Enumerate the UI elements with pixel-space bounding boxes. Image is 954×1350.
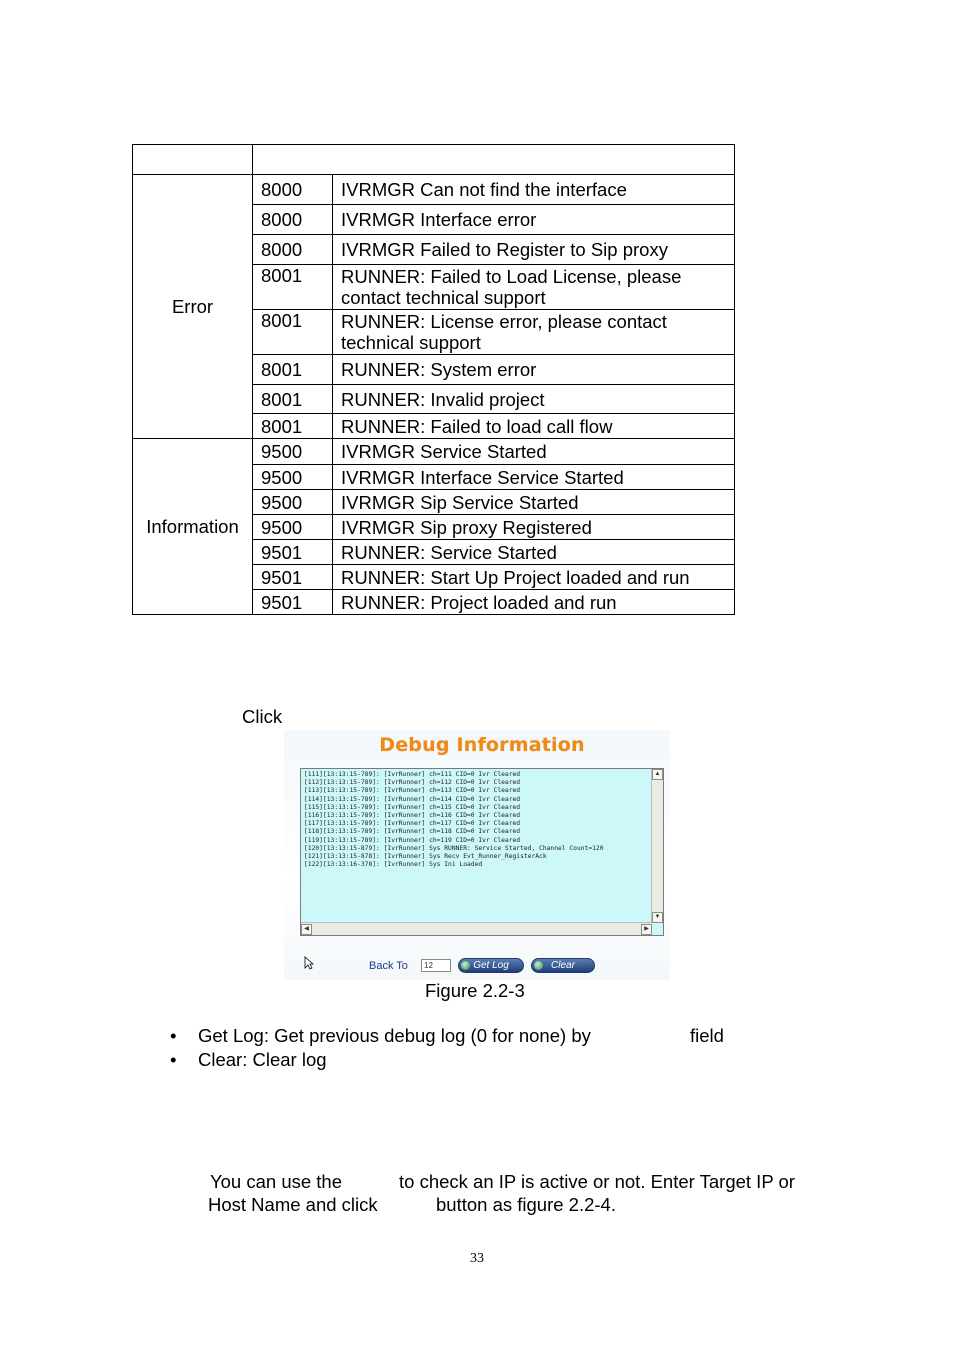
code-cell: 9501 xyxy=(253,590,333,615)
code-cell: 8001 xyxy=(253,265,333,310)
category-cell: Error xyxy=(133,175,253,439)
message-cell: IVRMGR Can not find the interface xyxy=(333,175,735,205)
message-cell: IVRMGR Interface Service Started xyxy=(333,465,735,490)
bullet-text: Get Log: Get previous debug log (0 for none) by xyxy=(198,1025,591,1046)
paragraph-text: Host Name and click xyxy=(208,1194,378,1215)
bullet-icon: • xyxy=(170,1049,177,1070)
table-header-row xyxy=(133,145,735,175)
bullet-text: Clear: Clear log xyxy=(198,1049,327,1070)
vertical-scrollbar[interactable] xyxy=(651,769,663,923)
message-cell: RUNNER: Start Up Project loaded and run xyxy=(333,565,735,590)
message-cell: IVRMGR Failed to Register to Sip proxy xyxy=(333,235,735,265)
horizontal-scrollbar[interactable] xyxy=(301,922,652,935)
message-cell: RUNNER: Invalid project xyxy=(333,385,735,414)
bullet-list xyxy=(170,1024,591,1072)
code-cell: 8001 xyxy=(253,310,333,355)
code-cell: 8000 xyxy=(253,205,333,235)
list-item xyxy=(170,1024,591,1048)
header-cell xyxy=(133,145,253,175)
code-cell: 9501 xyxy=(253,565,333,590)
table-row xyxy=(133,175,735,205)
get-log-button[interactable] xyxy=(458,958,524,973)
message-cell: IVRMGR Interface error xyxy=(333,205,735,235)
debug-log-text: [111][13:13:15-789]: [IvrRunner] ch=111 CID=0 Ivr Cleared [112][13:13:15-789]: [IvrRunner] ch=112 CID=0 Ivr Cleared [113][13:13:15-789]: [IvrRunner] ch=113 CID=0 Ivr Cleared [114][13:13:15-789]: [IvrRunner] ch=114 CID=0 Ivr Cleared [115][13:13:15-789]: [IvrRunner] ch=115 CID=0 Ivr Cleared [116][13:13:15-789]: [IvrRunner] ch=116 CID=0 Ivr Cleared [117][13:13:15-789]: [IvrRunner] ch=117 CID=0 Ivr Cleared [118][13:13:15-789]: [IvrRunner] ch=118 CID=0 Ivr Cleared [119][13:13:15-789]: [IvrRunner] ch=119 CID=0 Ivr Cleared [120][13:13:15-879]: [IvrRunner] Sys RUNNER: Service Started, Channel Count=120 [121][13:13:15-878]: [IvrRunner] Sys Recv Evt_Runner_RegisterAck [122][13:13:16-378]: [IvrRunner] Sys Ini Loaded xyxy=(304,771,604,869)
back-to-input[interactable]: 12 xyxy=(421,959,451,972)
code-cell: 9500 xyxy=(253,490,333,515)
bullet-text-suffix: field xyxy=(690,1025,724,1046)
code-cell: 8001 xyxy=(253,385,333,414)
page-number: 33 xyxy=(470,1251,484,1266)
category-cell: Information xyxy=(133,439,253,615)
button-bullet-icon xyxy=(461,961,470,970)
get-log-label: Get Log xyxy=(473,960,509,971)
scroll-left-icon[interactable]: ◀ xyxy=(301,924,312,935)
debug-title: Debug Information xyxy=(379,734,585,756)
code-cell: 9500 xyxy=(253,465,333,490)
message-cell: IVRMGR Sip Service Started xyxy=(333,490,735,515)
scroll-down-icon[interactable]: ▼ xyxy=(652,912,663,923)
paragraph-text: You can use the xyxy=(210,1171,343,1192)
message-cell: IVRMGR Sip proxy Registered xyxy=(333,515,735,540)
error-code-table xyxy=(132,144,735,615)
bullet-icon: • xyxy=(170,1025,177,1046)
message-cell: RUNNER: Project loaded and run xyxy=(333,590,735,615)
message-cell: IVRMGR Service Started xyxy=(333,439,735,465)
mouse-cursor-icon xyxy=(304,956,314,970)
clear-label: Clear xyxy=(551,960,575,971)
code-cell: 8001 xyxy=(253,355,333,385)
code-cell: 9500 xyxy=(253,439,333,465)
code-cell: 8001 xyxy=(253,414,333,439)
debug-information-screenshot xyxy=(284,730,670,980)
debug-log-textarea[interactable] xyxy=(300,768,664,936)
message-cell: RUNNER: Service Started xyxy=(333,540,735,565)
figure-caption: Figure 2.2-3 xyxy=(425,980,525,1001)
message-cell: RUNNER: License error, please contact technical support xyxy=(333,310,735,355)
code-cell: 8000 xyxy=(253,175,333,205)
list-item xyxy=(170,1048,591,1072)
back-to-label: Back To xyxy=(369,960,408,972)
scroll-up-icon[interactable]: ▲ xyxy=(652,769,663,780)
code-cell: 9501 xyxy=(253,540,333,565)
paragraph-text: button as figure 2.2-4. xyxy=(436,1194,616,1215)
message-cell: RUNNER: System error xyxy=(333,355,735,385)
clear-button[interactable] xyxy=(531,958,595,973)
header-cell xyxy=(253,145,735,175)
code-cell: 9500 xyxy=(253,515,333,540)
paragraph-text: to check an IP is active or not. Enter Target IP or xyxy=(399,1171,795,1192)
scroll-right-icon[interactable]: ▶ xyxy=(641,924,652,935)
code-cell: 8000 xyxy=(253,235,333,265)
message-cell: RUNNER: Failed to load call flow xyxy=(333,414,735,439)
message-cell: RUNNER: Failed to Load License, please contact technical support xyxy=(333,265,735,310)
click-instruction: Click xyxy=(242,706,283,727)
button-bullet-icon xyxy=(534,961,543,970)
table-row xyxy=(133,439,735,465)
